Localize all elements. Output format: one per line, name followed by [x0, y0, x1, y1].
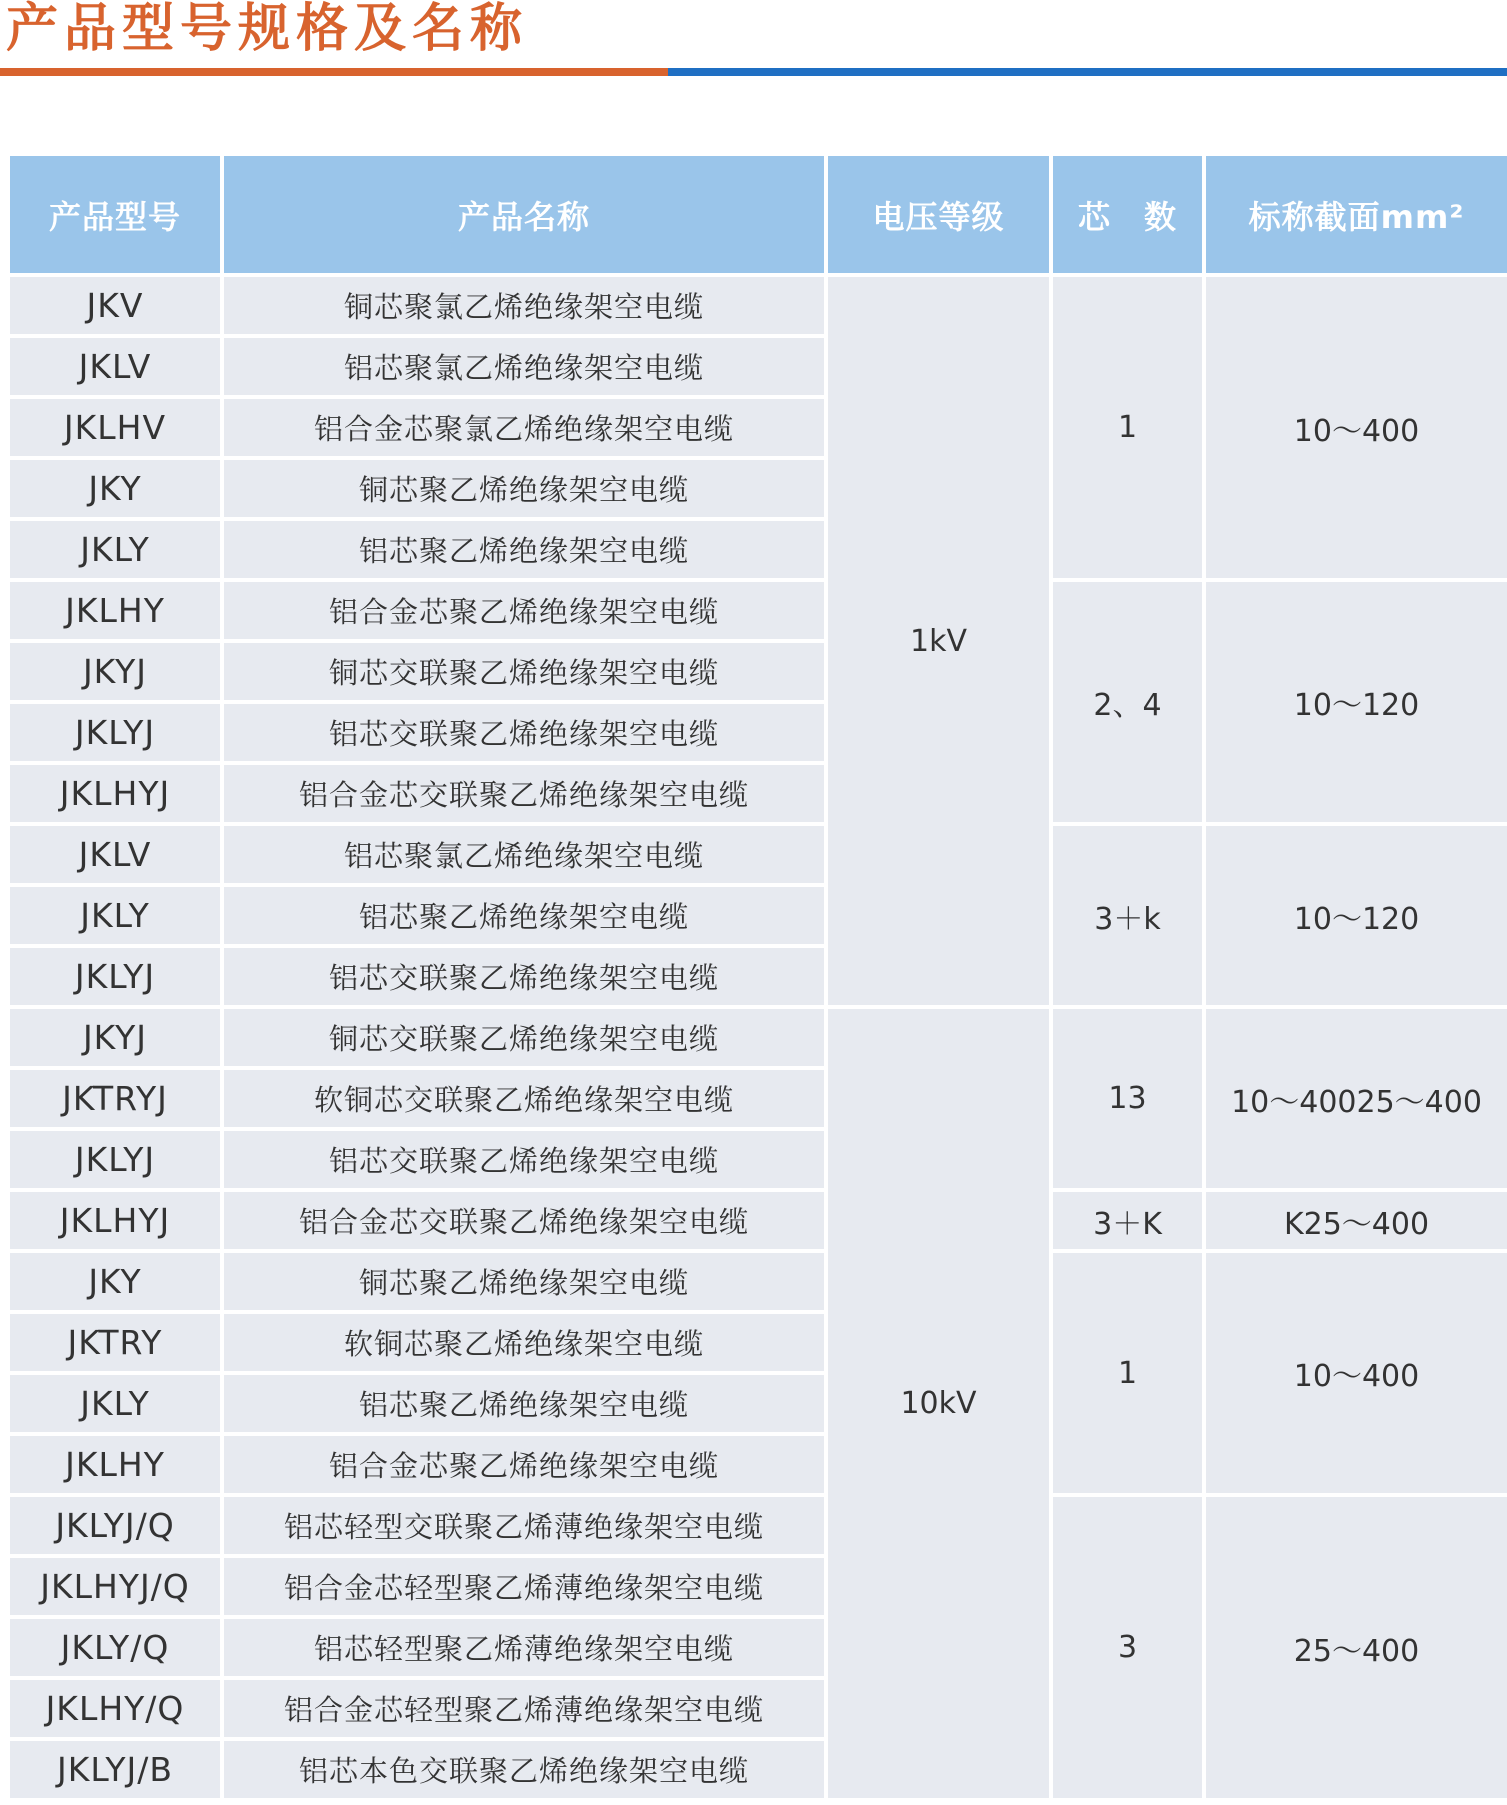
model-cell: JKV — [10, 277, 220, 334]
table-header-row — [10, 156, 1507, 273]
model-cell: JKLHYJ/Q — [10, 1558, 220, 1615]
name-cell: 铝芯聚乙烯绝缘架空电缆 — [224, 1375, 824, 1432]
section-cell: 10～400 — [1206, 277, 1507, 578]
product-spec-table — [6, 152, 1507, 1802]
name-cell: 铜芯聚氯乙烯绝缘架空电缆 — [224, 277, 824, 334]
cores-cell: 1 — [1053, 277, 1202, 578]
name-cell: 铝芯聚乙烯绝缘架空电缆 — [224, 521, 824, 578]
name-cell: 铝合金芯聚氯乙烯绝缘架空电缆 — [224, 399, 824, 456]
header-model: 产品型号 — [10, 156, 220, 273]
model-cell: JKLHYJ — [10, 765, 220, 822]
name-cell: 铝合金芯轻型聚乙烯薄绝缘架空电缆 — [224, 1558, 824, 1615]
model-cell: JKLYJ/Q — [10, 1497, 220, 1554]
model-cell: JKLY — [10, 521, 220, 578]
section-cell: 10～120 — [1206, 826, 1507, 1005]
cores-cell: 1 — [1053, 1253, 1202, 1493]
name-cell: 铝芯交联聚乙烯绝缘架空电缆 — [224, 1131, 824, 1188]
model-cell: JKTRY — [10, 1314, 220, 1371]
title-rule-blue — [668, 68, 1507, 76]
table-row — [10, 1192, 1507, 1249]
table-row — [10, 582, 1507, 639]
header-cores: 芯 数 — [1053, 156, 1202, 273]
model-cell: JKLV — [10, 826, 220, 883]
model-cell: JKLHY — [10, 582, 220, 639]
model-cell: JKLHY/Q — [10, 1680, 220, 1737]
name-cell: 铝合金芯交联聚乙烯绝缘架空电缆 — [224, 1192, 824, 1249]
model-cell: JKY — [10, 1253, 220, 1310]
name-cell: 铝芯交联聚乙烯绝缘架空电缆 — [224, 948, 824, 1005]
voltage-cell: 1kV — [828, 277, 1049, 1005]
title-rule-orange — [0, 68, 668, 76]
section-cell: K25～400 — [1206, 1192, 1507, 1249]
table-row — [10, 1009, 1507, 1066]
name-cell: 软铜芯聚乙烯绝缘架空电缆 — [224, 1314, 824, 1371]
table-row — [10, 1253, 1507, 1310]
model-cell: JKYJ — [10, 1009, 220, 1066]
header-name: 产品名称 — [224, 156, 824, 273]
model-cell: JKLV — [10, 338, 220, 395]
name-cell: 铝芯本色交联聚乙烯绝缘架空电缆 — [224, 1741, 824, 1798]
model-cell: JKLYJ — [10, 704, 220, 761]
table-row — [10, 277, 1507, 334]
model-cell: JKLHV — [10, 399, 220, 456]
table-row — [10, 1497, 1507, 1554]
name-cell: 铝合金芯聚乙烯绝缘架空电缆 — [224, 1436, 824, 1493]
model-cell: JKLHY — [10, 1436, 220, 1493]
model-cell: JKLY/Q — [10, 1619, 220, 1676]
name-cell: 铝芯轻型聚乙烯薄绝缘架空电缆 — [224, 1619, 824, 1676]
name-cell: 铜芯聚乙烯绝缘架空电缆 — [224, 460, 824, 517]
cores-cell: 3 — [1053, 1497, 1202, 1798]
page-title: 产品型号规格及名称 — [6, 0, 529, 59]
name-cell: 铜芯聚乙烯绝缘架空电缆 — [224, 1253, 824, 1310]
header-section: 标称截面mm² — [1206, 156, 1507, 273]
section-cell: 10～120 — [1206, 582, 1507, 822]
section-cell: 10～40025～400 — [1206, 1009, 1507, 1188]
model-cell: JKY — [10, 460, 220, 517]
voltage-cell: 10kV — [828, 1009, 1049, 1798]
cores-cell: 2、4 — [1053, 582, 1202, 822]
name-cell: 铝芯交联聚乙烯绝缘架空电缆 — [224, 704, 824, 761]
cores-cell: 3＋k — [1053, 826, 1202, 1005]
name-cell: 铝合金芯聚乙烯绝缘架空电缆 — [224, 582, 824, 639]
cores-cell: 3＋K — [1053, 1192, 1202, 1249]
header-voltage: 电压等级 — [828, 156, 1049, 273]
model-cell: JKYJ — [10, 643, 220, 700]
name-cell: 铜芯交联聚乙烯绝缘架空电缆 — [224, 1009, 824, 1066]
name-cell: 铜芯交联聚乙烯绝缘架空电缆 — [224, 643, 824, 700]
table-row — [10, 826, 1507, 883]
section-cell: 10～400 — [1206, 1253, 1507, 1493]
model-cell: JKLYJ — [10, 948, 220, 1005]
model-cell: JKTRYJ — [10, 1070, 220, 1127]
model-cell: JKLYJ/B — [10, 1741, 220, 1798]
cores-cell: 13 — [1053, 1009, 1202, 1188]
model-cell: JKLYJ — [10, 1131, 220, 1188]
name-cell: 铝合金芯轻型聚乙烯薄绝缘架空电缆 — [224, 1680, 824, 1737]
name-cell: 软铜芯交联聚乙烯绝缘架空电缆 — [224, 1070, 824, 1127]
name-cell: 铝芯聚氯乙烯绝缘架空电缆 — [224, 826, 824, 883]
model-cell: JKLY — [10, 1375, 220, 1432]
name-cell: 铝合金芯交联聚乙烯绝缘架空电缆 — [224, 765, 824, 822]
name-cell: 铝芯聚乙烯绝缘架空电缆 — [224, 887, 824, 944]
section-cell: 25～400 — [1206, 1497, 1507, 1798]
model-cell: JKLHYJ — [10, 1192, 220, 1249]
name-cell: 铝芯轻型交联聚乙烯薄绝缘架空电缆 — [224, 1497, 824, 1554]
model-cell: JKLY — [10, 887, 220, 944]
name-cell: 铝芯聚氯乙烯绝缘架空电缆 — [224, 338, 824, 395]
